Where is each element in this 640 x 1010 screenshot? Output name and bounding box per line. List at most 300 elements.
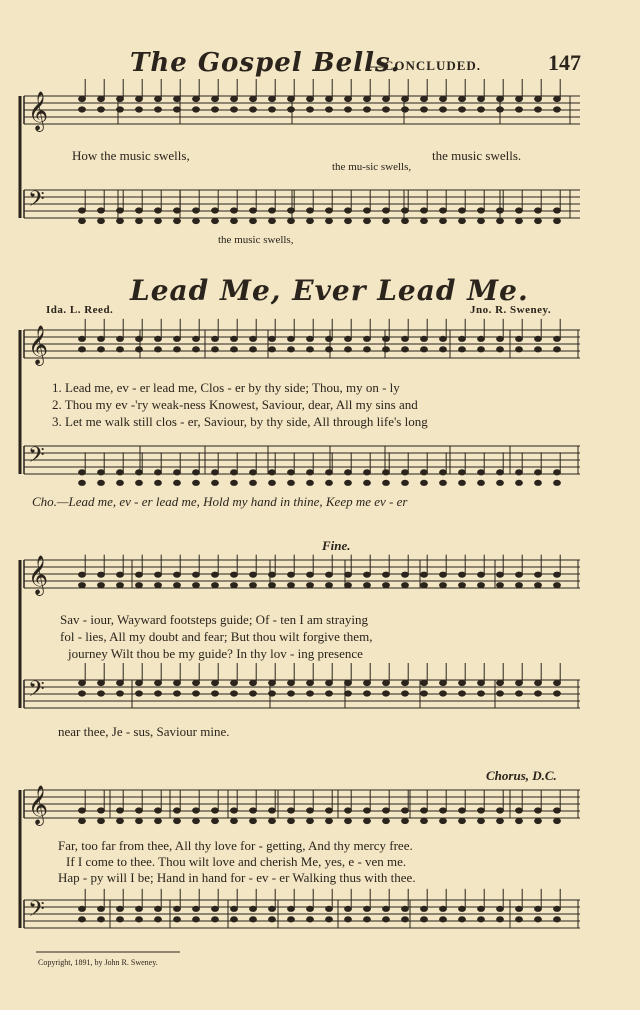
note-head bbox=[345, 680, 352, 685]
note-head bbox=[497, 583, 504, 588]
note-head bbox=[212, 917, 219, 922]
note-head bbox=[174, 583, 181, 588]
note-head bbox=[231, 470, 238, 475]
note-head bbox=[326, 336, 333, 341]
page-header-continuation: —CONCLUDED. bbox=[370, 58, 482, 73]
note-head bbox=[459, 691, 466, 696]
note-head bbox=[174, 572, 181, 577]
note-head bbox=[516, 818, 523, 823]
note-head bbox=[326, 691, 333, 696]
note-head bbox=[364, 583, 371, 588]
note-head bbox=[497, 96, 504, 101]
note-head bbox=[79, 480, 86, 485]
note-head bbox=[440, 583, 447, 588]
note-head bbox=[554, 480, 561, 485]
bass-clef: 𝄢 bbox=[28, 187, 45, 217]
note-head bbox=[478, 107, 485, 112]
note-head bbox=[345, 583, 352, 588]
note-head bbox=[402, 691, 409, 696]
note-head bbox=[364, 680, 371, 685]
note-head bbox=[79, 691, 86, 696]
note-head bbox=[516, 906, 523, 911]
note-head bbox=[212, 218, 219, 223]
note-head bbox=[288, 818, 295, 823]
note-head bbox=[231, 691, 238, 696]
note-head bbox=[155, 906, 162, 911]
note-head bbox=[326, 96, 333, 101]
note-head bbox=[212, 583, 219, 588]
note-head bbox=[212, 336, 219, 341]
note-head bbox=[345, 347, 352, 352]
note-head bbox=[535, 347, 542, 352]
note-head bbox=[155, 818, 162, 823]
lyric-verse-2: 2. Thou my ev -'ry weak-ness Knowest, Saviour, dear, All my sins and bbox=[52, 397, 418, 412]
note-head bbox=[535, 808, 542, 813]
note-head bbox=[535, 818, 542, 823]
note-head bbox=[307, 583, 314, 588]
note-head bbox=[307, 470, 314, 475]
note-head bbox=[98, 572, 105, 577]
note-head bbox=[440, 347, 447, 352]
note-head bbox=[554, 218, 561, 223]
note-head bbox=[136, 470, 143, 475]
note-head bbox=[402, 906, 409, 911]
note-head bbox=[421, 583, 428, 588]
lyric-verse-2: fol - lies, All my doubt and fear; But thou wilt forgive them, bbox=[60, 629, 373, 644]
note-head bbox=[136, 583, 143, 588]
note-head bbox=[364, 818, 371, 823]
note-head bbox=[136, 208, 143, 213]
note-head bbox=[440, 480, 447, 485]
note-head bbox=[307, 818, 314, 823]
note-head bbox=[174, 208, 181, 213]
note-head bbox=[497, 691, 504, 696]
note-head bbox=[421, 572, 428, 577]
note-head bbox=[193, 208, 200, 213]
note-head bbox=[440, 96, 447, 101]
note-head bbox=[98, 107, 105, 112]
note-head bbox=[326, 906, 333, 911]
note-head bbox=[364, 572, 371, 577]
note-head bbox=[535, 218, 542, 223]
note-head bbox=[269, 691, 276, 696]
note-head bbox=[326, 218, 333, 223]
note-head bbox=[478, 480, 485, 485]
note-head bbox=[535, 107, 542, 112]
note-head bbox=[288, 583, 295, 588]
note-head bbox=[212, 818, 219, 823]
note-head bbox=[554, 917, 561, 922]
note-head bbox=[269, 107, 276, 112]
note-head bbox=[250, 480, 257, 485]
note-head bbox=[383, 808, 390, 813]
note-head bbox=[174, 480, 181, 485]
note-head bbox=[212, 480, 219, 485]
note-head bbox=[516, 208, 523, 213]
note-head bbox=[326, 583, 333, 588]
note-head bbox=[326, 808, 333, 813]
note-head bbox=[117, 583, 124, 588]
note-head bbox=[79, 96, 86, 101]
note-head bbox=[440, 107, 447, 112]
note-head bbox=[440, 808, 447, 813]
note-head bbox=[459, 583, 466, 588]
note-head bbox=[459, 470, 466, 475]
note-head bbox=[459, 818, 466, 823]
note-head bbox=[421, 107, 428, 112]
note-head bbox=[326, 208, 333, 213]
note-head bbox=[79, 218, 86, 223]
note-head bbox=[288, 917, 295, 922]
note-head bbox=[117, 917, 124, 922]
note-head bbox=[288, 347, 295, 352]
note-head bbox=[326, 917, 333, 922]
note-head bbox=[440, 470, 447, 475]
note-head bbox=[193, 818, 200, 823]
note-head bbox=[402, 917, 409, 922]
lyric-line: How the music swells, bbox=[72, 148, 190, 163]
note-head bbox=[117, 680, 124, 685]
note-head bbox=[136, 572, 143, 577]
note-head bbox=[345, 218, 352, 223]
note-head bbox=[364, 470, 371, 475]
note-head bbox=[554, 818, 561, 823]
page-header-title: The Gospel Bells. bbox=[130, 48, 401, 78]
note-head bbox=[136, 96, 143, 101]
note-head bbox=[231, 808, 238, 813]
note-head bbox=[117, 336, 124, 341]
note-head bbox=[174, 347, 181, 352]
note-head bbox=[497, 347, 504, 352]
note-head bbox=[497, 218, 504, 223]
note-head bbox=[402, 572, 409, 577]
note-head bbox=[402, 583, 409, 588]
note-head bbox=[231, 218, 238, 223]
chorus-dc-mark: Chorus, D.C. bbox=[486, 768, 557, 783]
note-head bbox=[250, 218, 257, 223]
note-head bbox=[98, 218, 105, 223]
note-head bbox=[364, 208, 371, 213]
note-head bbox=[345, 906, 352, 911]
note-head bbox=[402, 107, 409, 112]
note-head bbox=[497, 480, 504, 485]
note-head bbox=[155, 96, 162, 101]
note-head bbox=[345, 917, 352, 922]
note-head bbox=[421, 818, 428, 823]
note-head bbox=[459, 480, 466, 485]
note-head bbox=[554, 347, 561, 352]
note-head bbox=[269, 218, 276, 223]
note-head bbox=[98, 680, 105, 685]
note-head bbox=[383, 96, 390, 101]
note-head bbox=[288, 572, 295, 577]
note-head bbox=[231, 107, 238, 112]
copyright-notice: Copyright, 1891, by John R. Sweney. bbox=[38, 958, 158, 967]
note-head bbox=[440, 906, 447, 911]
note-head bbox=[98, 917, 105, 922]
note-head bbox=[269, 96, 276, 101]
note-head bbox=[98, 808, 105, 813]
note-head bbox=[307, 680, 314, 685]
note-head bbox=[193, 680, 200, 685]
lyric-line: the music swells, bbox=[218, 234, 294, 246]
note-head bbox=[269, 480, 276, 485]
note-head bbox=[79, 808, 86, 813]
note-head bbox=[307, 808, 314, 813]
note-head bbox=[193, 808, 200, 813]
note-head bbox=[117, 691, 124, 696]
note-head bbox=[345, 572, 352, 577]
note-head bbox=[193, 218, 200, 223]
note-head bbox=[193, 906, 200, 911]
note-head bbox=[440, 336, 447, 341]
note-head bbox=[269, 208, 276, 213]
treble-clef: 𝄞 bbox=[28, 91, 49, 131]
note-head bbox=[326, 347, 333, 352]
note-head bbox=[478, 572, 485, 577]
note-head bbox=[440, 572, 447, 577]
note-head bbox=[174, 218, 181, 223]
bass-clef: 𝄢 bbox=[28, 443, 45, 473]
note-head bbox=[193, 917, 200, 922]
note-head bbox=[364, 808, 371, 813]
note-head bbox=[345, 336, 352, 341]
lyric-chorus: near thee, Je - sus, Saviour mine. bbox=[58, 724, 230, 739]
note-head bbox=[136, 691, 143, 696]
note-head bbox=[250, 691, 257, 696]
note-head bbox=[136, 107, 143, 112]
note-head bbox=[364, 917, 371, 922]
note-head bbox=[478, 691, 485, 696]
note-head bbox=[383, 347, 390, 352]
note-head bbox=[554, 96, 561, 101]
note-head bbox=[231, 680, 238, 685]
note-head bbox=[117, 906, 124, 911]
note-head bbox=[98, 208, 105, 213]
note-head bbox=[440, 917, 447, 922]
note-head bbox=[79, 336, 86, 341]
note-head bbox=[98, 691, 105, 696]
note-head bbox=[364, 96, 371, 101]
treble-clef: 𝄞 bbox=[28, 325, 49, 365]
note-head bbox=[136, 218, 143, 223]
note-head bbox=[554, 336, 561, 341]
note-head bbox=[269, 470, 276, 475]
note-head bbox=[174, 808, 181, 813]
note-head bbox=[117, 208, 124, 213]
note-head bbox=[79, 818, 86, 823]
note-head bbox=[212, 906, 219, 911]
note-head bbox=[326, 470, 333, 475]
note-head bbox=[345, 691, 352, 696]
note-head bbox=[288, 906, 295, 911]
note-head bbox=[497, 906, 504, 911]
note-head bbox=[250, 208, 257, 213]
note-head bbox=[98, 906, 105, 911]
note-head bbox=[117, 808, 124, 813]
note-head bbox=[98, 96, 105, 101]
note-head bbox=[364, 218, 371, 223]
note-head bbox=[117, 96, 124, 101]
note-head bbox=[250, 107, 257, 112]
note-head bbox=[250, 347, 257, 352]
note-head bbox=[231, 347, 238, 352]
lyric-verse-3: 3. Let me walk still clos - er, Saviour, by thy side, All through life's long bbox=[52, 414, 428, 429]
lyric-verse-2: If I come to thee. Thou wilt love and cherish Me, yes, e - ven me. bbox=[66, 854, 407, 869]
note-head bbox=[155, 480, 162, 485]
fine-mark: Fine. bbox=[322, 538, 351, 553]
note-head bbox=[421, 347, 428, 352]
note-head bbox=[269, 336, 276, 341]
note-head bbox=[364, 480, 371, 485]
author: Ida. L. Reed. bbox=[46, 304, 114, 316]
note-head bbox=[269, 808, 276, 813]
note-head bbox=[155, 583, 162, 588]
note-head bbox=[383, 336, 390, 341]
note-head bbox=[136, 680, 143, 685]
note-head bbox=[535, 906, 542, 911]
note-head bbox=[212, 208, 219, 213]
note-head bbox=[383, 691, 390, 696]
treble-clef: 𝄞 bbox=[28, 555, 49, 595]
note-head bbox=[288, 208, 295, 213]
note-head bbox=[155, 572, 162, 577]
note-head bbox=[554, 680, 561, 685]
note-head bbox=[79, 107, 86, 112]
note-head bbox=[288, 680, 295, 685]
note-head bbox=[117, 218, 124, 223]
note-head bbox=[383, 583, 390, 588]
page-number: 147 bbox=[548, 50, 581, 75]
note-head bbox=[288, 336, 295, 341]
note-head bbox=[288, 218, 295, 223]
note-head bbox=[478, 96, 485, 101]
note-head bbox=[554, 470, 561, 475]
lyric-verse-1: Far, too far from thee, All thy love for - getting, And thy mercy free. bbox=[58, 838, 413, 853]
note-head bbox=[516, 336, 523, 341]
note-head bbox=[440, 208, 447, 213]
lyric-line: the mu-sic swells, bbox=[332, 161, 412, 173]
note-head bbox=[364, 691, 371, 696]
note-head bbox=[478, 808, 485, 813]
note-head bbox=[516, 107, 523, 112]
bass-clef: 𝄢 bbox=[28, 677, 45, 707]
note-head bbox=[250, 572, 257, 577]
note-head bbox=[307, 218, 314, 223]
note-head bbox=[459, 96, 466, 101]
note-head bbox=[364, 906, 371, 911]
note-head bbox=[136, 906, 143, 911]
note-head bbox=[307, 572, 314, 577]
note-head bbox=[155, 218, 162, 223]
note-head bbox=[117, 572, 124, 577]
note-head bbox=[174, 917, 181, 922]
note-head bbox=[402, 480, 409, 485]
note-head bbox=[136, 336, 143, 341]
note-head bbox=[117, 470, 124, 475]
note-head bbox=[193, 347, 200, 352]
note-head bbox=[231, 572, 238, 577]
note-head bbox=[231, 583, 238, 588]
note-head bbox=[231, 480, 238, 485]
note-head bbox=[250, 470, 257, 475]
note-head bbox=[554, 906, 561, 911]
note-head bbox=[326, 680, 333, 685]
note-head bbox=[440, 818, 447, 823]
note-head bbox=[478, 818, 485, 823]
note-head bbox=[478, 906, 485, 911]
note-head bbox=[136, 480, 143, 485]
note-head bbox=[535, 336, 542, 341]
note-head bbox=[535, 691, 542, 696]
note-head bbox=[402, 96, 409, 101]
note-head bbox=[326, 818, 333, 823]
note-head bbox=[421, 808, 428, 813]
note-head bbox=[288, 96, 295, 101]
note-head bbox=[383, 480, 390, 485]
note-head bbox=[459, 347, 466, 352]
note-head bbox=[307, 208, 314, 213]
note-head bbox=[193, 572, 200, 577]
note-head bbox=[174, 680, 181, 685]
note-head bbox=[231, 96, 238, 101]
note-head bbox=[402, 808, 409, 813]
note-head bbox=[136, 917, 143, 922]
lyric-line: the music swells. bbox=[432, 148, 522, 163]
note-head bbox=[383, 470, 390, 475]
note-head bbox=[516, 572, 523, 577]
note-head bbox=[459, 336, 466, 341]
note-head bbox=[212, 96, 219, 101]
lyric-verse-3: journey Wilt thou be my guide? In thy lov - ing presence bbox=[68, 646, 363, 661]
note-head bbox=[516, 96, 523, 101]
note-head bbox=[307, 347, 314, 352]
note-head bbox=[231, 917, 238, 922]
note-head bbox=[535, 917, 542, 922]
note-head bbox=[136, 808, 143, 813]
note-head bbox=[402, 218, 409, 223]
note-head bbox=[535, 572, 542, 577]
note-head bbox=[79, 906, 86, 911]
note-head bbox=[307, 906, 314, 911]
note-head bbox=[212, 808, 219, 813]
note-head bbox=[193, 691, 200, 696]
note-head bbox=[212, 691, 219, 696]
note-head bbox=[440, 691, 447, 696]
note-head bbox=[212, 107, 219, 112]
note-head bbox=[79, 470, 86, 475]
note-head bbox=[269, 572, 276, 577]
note-head bbox=[326, 107, 333, 112]
note-head bbox=[98, 470, 105, 475]
note-head bbox=[402, 336, 409, 341]
note-head bbox=[497, 336, 504, 341]
composer: Jno. R. Sweney. bbox=[470, 304, 552, 316]
note-head bbox=[554, 808, 561, 813]
note-head bbox=[250, 583, 257, 588]
note-head bbox=[459, 680, 466, 685]
note-head bbox=[269, 906, 276, 911]
note-head bbox=[98, 583, 105, 588]
note-head bbox=[155, 691, 162, 696]
note-head bbox=[402, 208, 409, 213]
note-head bbox=[269, 818, 276, 823]
note-head bbox=[516, 691, 523, 696]
note-head bbox=[345, 470, 352, 475]
note-head bbox=[459, 572, 466, 577]
note-head bbox=[174, 107, 181, 112]
note-head bbox=[155, 347, 162, 352]
